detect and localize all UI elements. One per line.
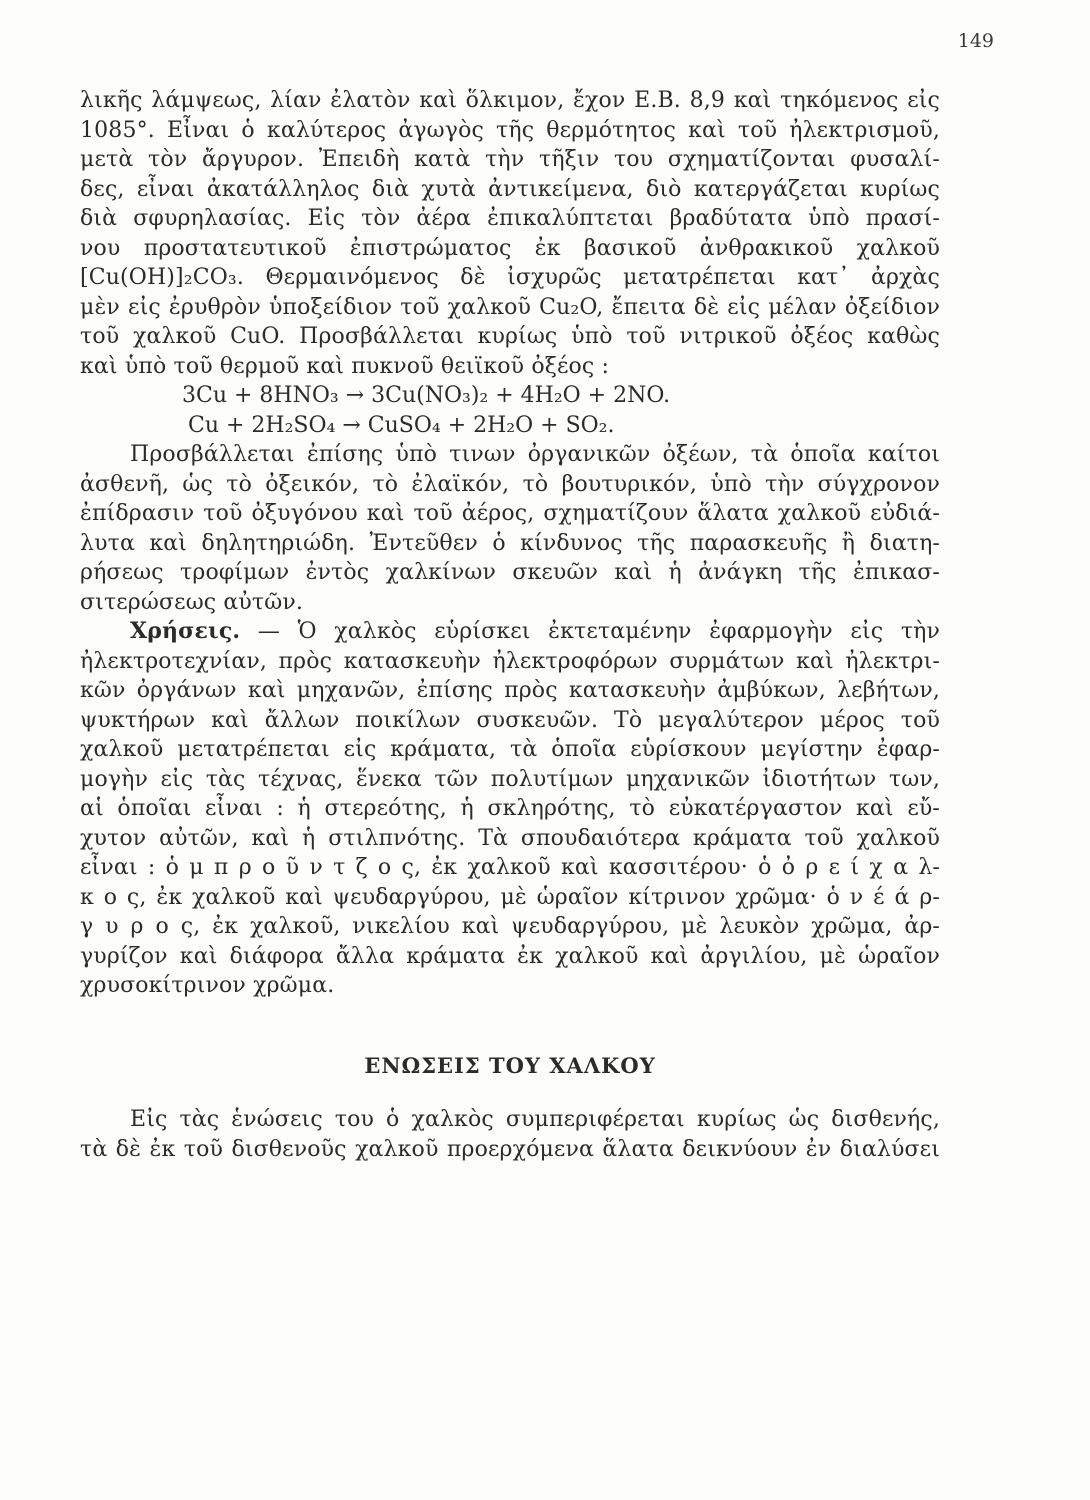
uses-paragraph-start xyxy=(80,617,940,647)
equation-nitric: 3Cu + 8HNO₃ → 3Cu(NO₃)₂ + 4H₂O + 2NO. xyxy=(182,383,671,408)
text-line: δες, εἶναι ἀκατάλληλος διὰ χυτὰ ἀντικείμενα, διὸ κατεργάζεται κυρίως xyxy=(80,176,940,202)
text-line: μὲν εἰς ἐρυθρὸν ὑποξείδιον τοῦ χαλκοῦ Cu₂O, ἔπειτα δὲ εἰς μέλαν ὀξείδιον xyxy=(80,294,940,320)
text-line: σιτερώσεως αὐτῶν. xyxy=(80,589,304,615)
text-line: ρήσεως τροφίμων ἐντὸς χαλκίνων σκευῶν καὶ ἡ ἀνάγκη τῆς ἐπικασ- xyxy=(80,560,940,585)
text-line: νου προστατευτικοῦ ἐπιστρώματος ἐκ βασικοῦ ἀνθρακικοῦ χαλκοῦ xyxy=(80,235,940,261)
text-line: αἱ ὁποῖαι εἶναι : ἡ στερεότης, ἡ σκληρότης, τὸ εὐκατέργαστον καὶ εὔ- xyxy=(80,796,940,821)
uses-label: Χρήσεις. xyxy=(130,618,241,644)
text-line: εἶναι : ὁ μ π ρ ο ῦ ν τ ζ ο ς, ἐκ χαλκοῦ καὶ κασσιτέρου· ὁ ὀ ρ ε ί χ α λ- xyxy=(80,855,940,880)
text-line: 1085°. Εἶναι ὁ καλύτερος ἀγωγὸς τῆς θερμότητος καὶ τοῦ ἠλεκτρισμοῦ, xyxy=(80,117,940,143)
text-line: κῶν ὀργάνων καὶ μηχανῶν, ἐπίσης πρὸς κατασκευὴν ἀμβύκων, λεβήτων, xyxy=(80,678,940,703)
text-line: ἀσθενῆ, ὡς τὸ ὀξεικόν, τὸ ἐλαϊκόν, τὸ βουτυρικόν, ὑπὸ τὴν σύγχρονον xyxy=(80,471,940,497)
heading-gap xyxy=(80,1080,940,1105)
text-line: καὶ ὑπὸ τοῦ θερμοῦ καὶ πυκνοῦ θειϊκοῦ ὀξέος : xyxy=(80,353,610,379)
text-line: τὰ δὲ ἐκ τοῦ δισθενοῦς χαλκοῦ προερχόμενα ἅλατα δεικνύουν ἐν διαλύσει xyxy=(80,1136,940,1162)
equation-sulfuric: Cu + 2H₂SO₄ → CuSO₄ + 2H₂O + SO₂. xyxy=(188,412,615,438)
text-line: διὰ σφυρηλασίας. Εἰς τὸν ἀέρα ἐπικαλύπτεται βραδύτατα ὑπὸ πρασί- xyxy=(80,206,940,231)
page-number: 149 xyxy=(957,30,994,52)
text-line: κ ο ς, ἐκ χαλκοῦ καὶ ψευδαργύρου, μὲ ὡραῖον κίτρινον χρῶμα· ὁ ν έ ά ρ- xyxy=(80,884,940,910)
section-heading: ΕΝΩΣΕΙΣ ΤΟΥ ΧΑΛΚΟΥ xyxy=(364,1052,656,1078)
text-line: ψυκτήρων καὶ ἄλλων ποικίλων συσκευῶν. Τὸ μεγαλύτερον μέρος τοῦ xyxy=(80,707,940,733)
text-line: γυρίζον καὶ διάφορα ἄλλα κράματα ἐκ χαλκοῦ καὶ ἀργιλίου, μὲ ὡραῖον xyxy=(80,943,940,969)
text-line: [Cu(OH)]₂CO₃. Θερμαινόμενος δὲ ἰσχυρῶς μετατρέπεται κατ᾽ ἀρχὰς xyxy=(80,265,940,290)
text-line: Προσβάλλεται ἐπίσης ὑπὸ τινων ὀργανικῶν ὀξέων, τὰ ὁποῖα καίτοι xyxy=(130,442,940,467)
section-gap xyxy=(80,1001,940,1051)
text-line: Εἰς τὰς ἑνώσεις του ὁ χαλκὸς συμπεριφέρεται κυρίως ὡς δισθενής, xyxy=(130,1107,940,1132)
text-line: γ υ ρ ο ς, ἐκ χαλκοῦ, νικελίου καὶ ψευδαργύρου, μὲ λευκὸν χρῶμα, ἀρ- xyxy=(80,914,940,939)
page-body xyxy=(80,86,940,1164)
text-line: ἠλεκτροτεχνίαν, πρὸς κατασκευὴν ἠλεκτροφόρων συρμάτων καὶ ἠλεκτρι- xyxy=(80,648,940,674)
text-line: χαλκοῦ μετατρέπεται εἰς κράματα, τὰ ὁποῖα εὑρίσκουν μεγίστην ἐφαρ- xyxy=(80,737,940,762)
text-line: μετὰ τὸν ἄργυρον. Ἐπειδὴ κατὰ τὴν τῆξιν του σχηματίζονται φυσαλί- xyxy=(80,147,940,172)
text-line: λικῆς λάμψεως, λίαν ἐλατὸν καὶ ὅλκιμον, ἔχον Ε.Β. 8,9 καὶ τηκόμενος εἰς xyxy=(80,88,940,113)
text-line: χυτον αὐτῶν, καὶ ἡ στιλπνότης. Τὰ σπουδαιότερα κράματα τοῦ χαλκοῦ xyxy=(80,825,940,851)
text-line: χρυσοκίτρινον χρῶμα. xyxy=(80,973,335,998)
text-line: ἐπίδρασιν τοῦ ὀξυγόνου καὶ τοῦ ἀέρος, σχηματίζουν ἅλατα χαλκοῦ εὐδιά- xyxy=(80,501,940,526)
text-line: τοῦ χαλκοῦ CuO. Προσβάλλεται κυρίως ὑπὸ τοῦ νιτρικοῦ ὀξέος καθὼς xyxy=(80,324,940,349)
uses-first-text: — Ὁ χαλκὸς εὑρίσκει ἐκτεταμένην ἐφαρμογὴν εἰς τὴν xyxy=(257,619,940,644)
text-line: λυτα καὶ δηλητηριώδη. Ἐντεῦθεν ὁ κίνδυνος τῆς παρασκευῆς ἢ διατη- xyxy=(80,530,940,556)
text-line: μογὴν εἰς τὰς τέχνας, ἕνεκα τῶν πολυτίμων μηχανικῶν ἰδιοτήτων των, xyxy=(80,766,940,792)
